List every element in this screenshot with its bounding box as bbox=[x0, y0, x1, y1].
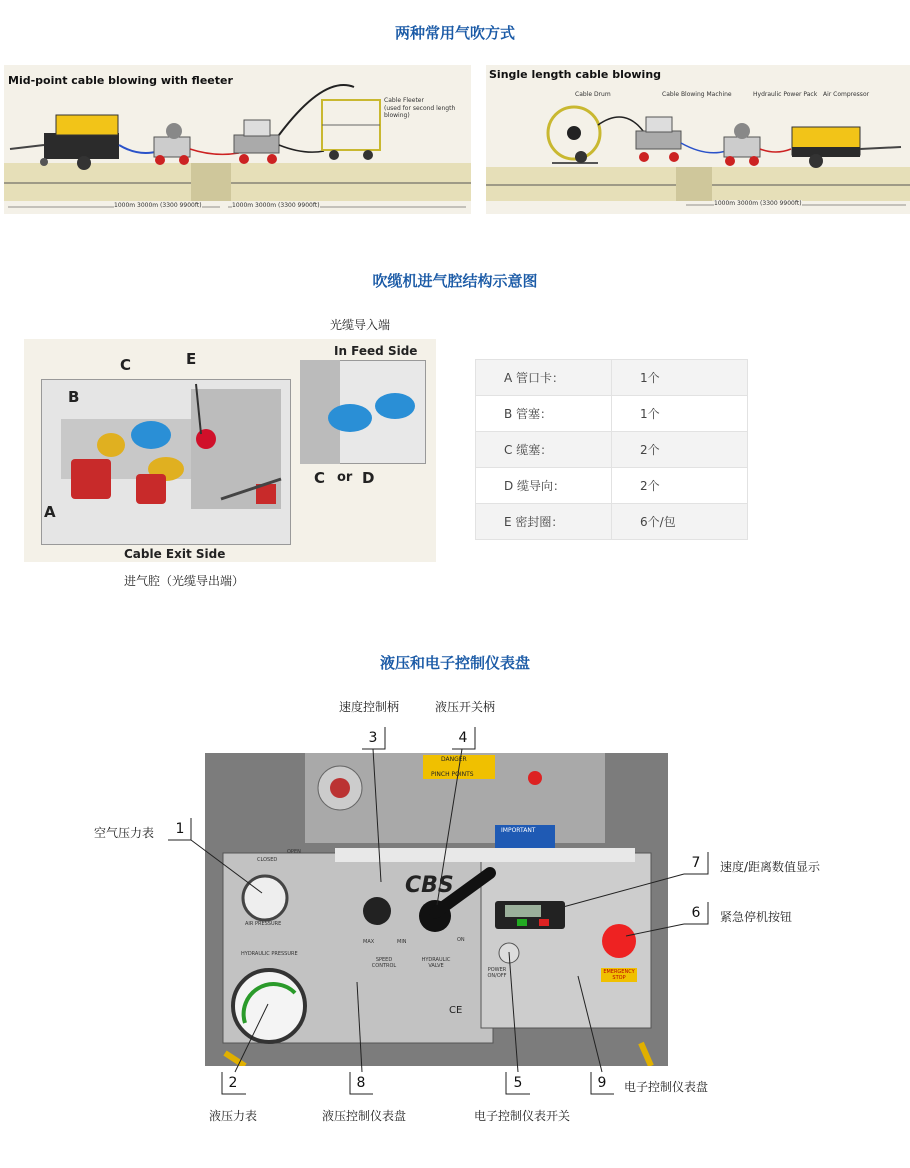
fleeter-note: (used for second length blowing) bbox=[384, 105, 456, 119]
letter-c-alt: C bbox=[314, 469, 326, 487]
callout-label-electronic-panel: 电子控制仪表盘 bbox=[624, 1080, 709, 1094]
important-sign: IMPORTANT bbox=[501, 827, 536, 834]
in-feed-parts-illustration bbox=[300, 360, 426, 464]
callout-label-hydraulic-gauge: 液压力表 bbox=[209, 1109, 258, 1123]
speed-control-label: SPEED CONTROL bbox=[371, 957, 397, 969]
callout-label-electronic-switch: 电子控制仪表开关 bbox=[474, 1109, 571, 1123]
dimension-label: 1000m 3000m (3300 9900ft) bbox=[714, 200, 802, 207]
hydraulic-pressure-label: HYDRAULIC PRESSURE bbox=[241, 951, 298, 957]
cable-drum-label: Cable Drum bbox=[575, 91, 611, 98]
callout-number: 7 bbox=[691, 855, 701, 871]
parts-table bbox=[475, 359, 748, 540]
callout-number: 1 bbox=[175, 821, 185, 837]
power-pack-label: Hydraulic Power Pack bbox=[753, 91, 818, 98]
emergency-stop-label: EMERGENCY STOP bbox=[603, 969, 635, 981]
callout-number: 6 bbox=[691, 905, 701, 921]
part-qty: 6个/包 bbox=[612, 504, 748, 540]
callout-number: 9 bbox=[597, 1075, 607, 1091]
min-label: MIN bbox=[397, 939, 407, 945]
callout-label-emergency-stop: 紧急停机按钮 bbox=[720, 910, 793, 924]
callout-number: 2 bbox=[228, 1075, 238, 1091]
danger-sign: DANGER bbox=[441, 756, 467, 763]
on-label: ON bbox=[457, 937, 465, 943]
table-row bbox=[476, 396, 748, 432]
cbs-logo-text: CBS bbox=[405, 873, 454, 898]
ce-mark: CE bbox=[449, 1005, 463, 1016]
table-row bbox=[476, 360, 748, 396]
air-chamber-diagram bbox=[24, 339, 436, 562]
control-panel-photo bbox=[205, 753, 668, 1066]
closed-label: CLOSED bbox=[257, 857, 278, 863]
callout-label-speed-lever: 速度控制柄 bbox=[339, 700, 400, 714]
or-label: or bbox=[337, 470, 353, 485]
blowing-machine-label: Cable Blowing Machine bbox=[662, 91, 732, 98]
air-compressor-label: Air Compressor bbox=[823, 91, 870, 98]
callout-label-hydraulic-switch: 液压开关柄 bbox=[435, 700, 496, 714]
part-qty: 1个 bbox=[612, 360, 748, 396]
part-name: E 密封圈： bbox=[476, 504, 612, 540]
callout-label-hydraulic-panel: 液压控制仪表盘 bbox=[322, 1109, 407, 1123]
feed-caption: 光缆导入端 bbox=[330, 318, 391, 332]
open-label: OPEN bbox=[287, 849, 301, 855]
part-name: D 缆导向： bbox=[476, 468, 612, 504]
bottom-caption: 进气腔（光缆导出端） bbox=[124, 574, 245, 588]
single-length-equipment-illustration bbox=[486, 65, 910, 214]
letter-e: E bbox=[186, 350, 197, 368]
part-qty: 2个 bbox=[612, 468, 748, 504]
table-row bbox=[476, 504, 748, 540]
section1-title: 两种常用气吹方式 bbox=[394, 24, 515, 42]
section2-title: 吹缆机进气腔结构示意图 bbox=[372, 272, 538, 290]
control-panel-illustration bbox=[205, 753, 668, 1066]
dimension-label: 1000m 3000m (3300 9900ft) bbox=[232, 202, 320, 209]
max-label: MAX bbox=[363, 939, 375, 945]
callout-number: 3 bbox=[368, 730, 378, 746]
in-feed-side-label: In Feed Side bbox=[334, 344, 418, 358]
part-qty: 1个 bbox=[612, 396, 748, 432]
letter-d: D bbox=[362, 469, 375, 487]
pinch-points-sign: PINCH POINTS bbox=[431, 771, 474, 778]
letter-c: C bbox=[120, 356, 132, 374]
callout-label-display: 速度/距离数值显示 bbox=[720, 860, 821, 874]
air-pressure-label: AIR PRESSURE bbox=[245, 921, 282, 927]
section3-title: 液压和电子控制仪表盘 bbox=[379, 654, 530, 672]
dimension-label: 1000m 3000m (3300 9900ft) bbox=[114, 202, 202, 209]
letter-b: B bbox=[68, 388, 80, 406]
table-row bbox=[476, 432, 748, 468]
part-qty: 2个 bbox=[612, 432, 748, 468]
part-name: C 缆塞： bbox=[476, 432, 612, 468]
callout-number: 4 bbox=[458, 730, 468, 746]
diagram-title: Mid-point cable blowing with fleeter bbox=[8, 74, 233, 87]
cable-exit-side-label: Cable Exit Side bbox=[124, 547, 226, 561]
part-name: A 管口卡： bbox=[476, 360, 612, 396]
letter-a: A bbox=[44, 503, 56, 521]
fleeter-label: Cable Fleeter bbox=[384, 97, 424, 104]
single-length-blowing-diagram bbox=[486, 65, 910, 214]
table-row bbox=[476, 468, 748, 504]
callout-number: 8 bbox=[356, 1075, 366, 1091]
mid-point-blowing-diagram bbox=[4, 65, 471, 214]
part-name: B 管塞： bbox=[476, 396, 612, 432]
mid-point-equipment-illustration bbox=[4, 65, 471, 214]
callout-label-air-gauge: 空气压力表 bbox=[94, 826, 155, 840]
diagram-title: Single length cable blowing bbox=[489, 68, 662, 81]
hydraulic-valve-label: HYDRAULIC VALVE bbox=[421, 957, 451, 969]
power-on-off-label: POWER ON/OFF bbox=[487, 967, 507, 979]
callout-number: 5 bbox=[513, 1075, 523, 1091]
